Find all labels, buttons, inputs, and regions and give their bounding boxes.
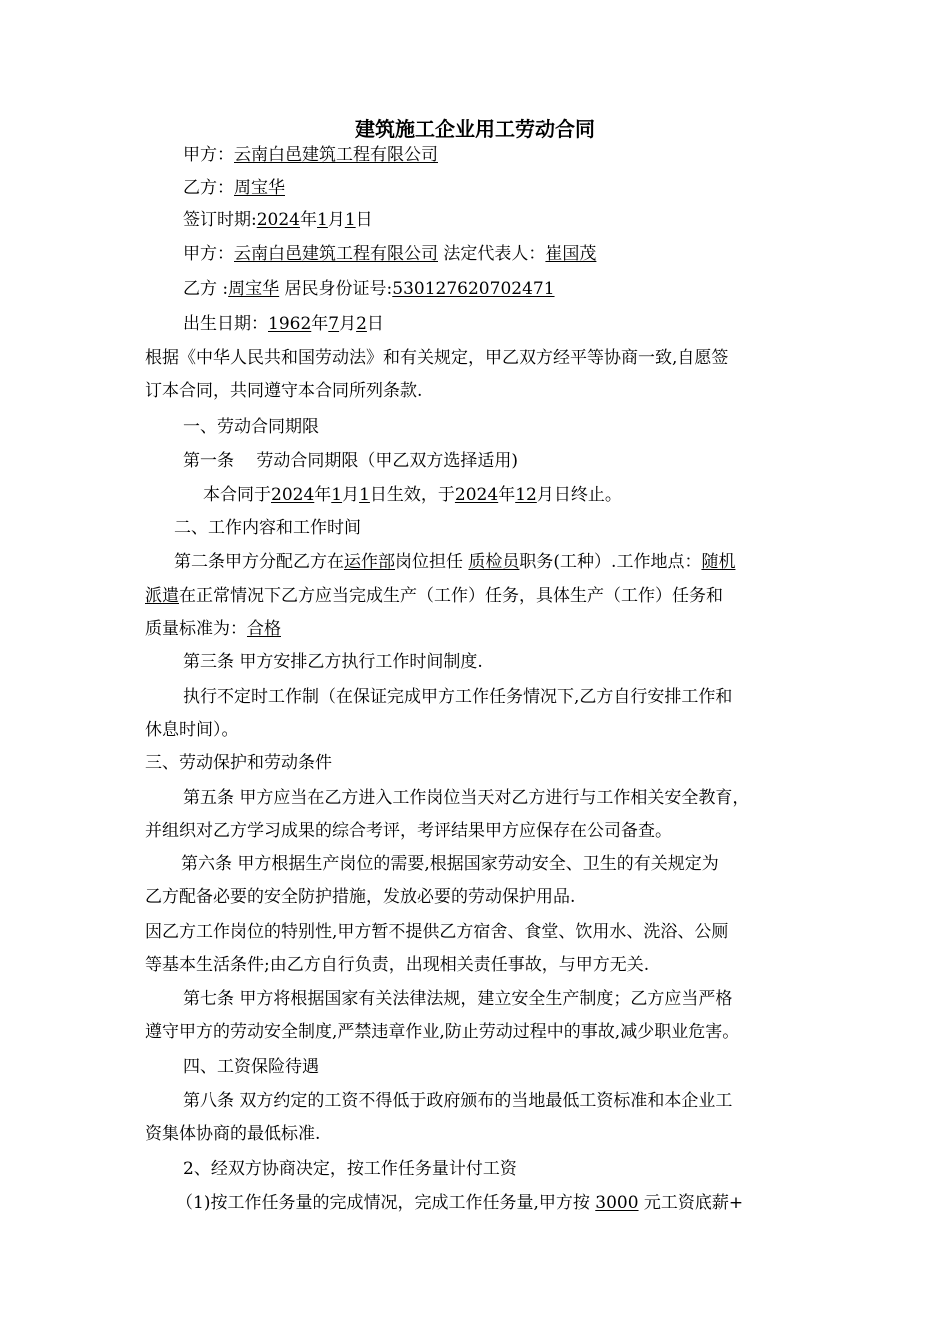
article-2-role: 质检员 <box>468 552 520 572</box>
article-2-line-1 <box>174 551 735 573</box>
id-number: 530127620702471 <box>392 279 555 299</box>
sign-month: 1 <box>317 210 328 230</box>
section-4-heading: 四、工资保险待遇 <box>183 1057 319 1077</box>
party-a-rep-line <box>183 243 596 265</box>
birth-day-char: 日 <box>366 314 384 334</box>
legal-rep-label: 法定代表人： <box>438 244 546 264</box>
party-a-name-2: 云南白邑建筑工程有限公司 <box>234 244 438 264</box>
party-b-name-2: 周宝华 <box>228 279 280 299</box>
article-2-part-1: 第二条甲方分配乙方在 <box>174 552 344 572</box>
party-b-name: 周宝华 <box>234 178 285 198</box>
party-b-line <box>183 177 285 199</box>
birth-month: 7 <box>328 314 340 334</box>
sign-day: 1 <box>344 210 356 230</box>
article-2-department: 运作部 <box>344 552 395 572</box>
article-6-line-2: 乙方配备必要的安全防护措施，发放必要的劳动保护用品. <box>145 887 576 907</box>
article-8-line-2: 资集体协商的最低标准. <box>145 1124 321 1144</box>
article-2-line-2 <box>145 585 723 607</box>
party-a-label: 甲方： <box>183 145 234 165</box>
start-year: 2024 <box>271 485 315 505</box>
flex-time-line-1: 执行不定时工作制（在保证完成甲方工作任务情况下,乙方自行安排工作和 <box>183 687 733 707</box>
article-6-line-1: 第六条 甲方根据生产岗位的需要,根据国家劳动安全、卫生的有关规定为 <box>181 854 719 874</box>
article-7-line-1: 第七条 甲方将根据国家有关法律法规，建立安全生产制度；乙方应当严格 <box>183 989 733 1009</box>
party-b-id-line <box>183 278 555 300</box>
special-conditions-line-2: 等基本生活条件;由乙方自行负责，出现相关责任事故，与甲方无关. <box>145 955 650 975</box>
special-conditions-line-1: 因乙方工作岗位的特别性,甲方暂不提供乙方宿舍、食堂、饮用水、洗浴、公厕 <box>145 922 729 942</box>
id-label: 居民身份证号: <box>279 279 393 299</box>
party-b-label-2: 乙方 : <box>183 279 229 299</box>
sign-date-line <box>183 209 373 231</box>
day-char: 日 <box>355 210 373 230</box>
end-year: 2024 <box>454 485 499 505</box>
article-5-line-1: 第五条 甲方应当在乙方进入工作岗位当天对乙方进行与工作相关安全教育， <box>183 788 750 808</box>
section-2-heading: 二、工作内容和工作时间 <box>174 518 361 538</box>
party-a-line <box>183 144 438 166</box>
article-2-part-3: 职务(工种）.工作地点： <box>519 552 702 572</box>
term-prefix: 本合同于 <box>203 485 271 505</box>
article-1: 第一条 劳动合同期限（甲乙双方选择适用) <box>183 451 519 471</box>
article-3: 第三条 甲方安排乙方执行工作时间制度. <box>183 652 483 672</box>
legal-rep-name: 崔国茂 <box>545 244 597 264</box>
intro-line-2: 订本合同，共同遵守本合同所列条款. <box>145 381 423 401</box>
effective-text: 日生效，于 <box>369 485 455 505</box>
article-2-line-2-rest: 在正常情况下乙方应当完成生产（工作）任务，具体生产（工作）任务和 <box>179 586 723 606</box>
quality-standard: 合格 <box>247 619 281 639</box>
article-2-part-2: 岗位担任 <box>395 552 469 572</box>
birth-date-line <box>183 313 384 335</box>
start-day: 1 <box>359 485 370 505</box>
start-month: 1 <box>331 485 343 505</box>
month-char: 月 <box>327 210 345 230</box>
birth-day: 2 <box>356 314 367 334</box>
quality-label: 质量标准为： <box>145 619 247 639</box>
wage-item-2-1-prefix: （1)按工作任务量的完成情况，完成工作任务量,甲方按 <box>176 1193 596 1213</box>
section-1-heading: 一、劳动合同期限 <box>183 417 319 437</box>
article-7-line-2: 遵守甲方的劳动安全制度,严禁违章作业,防止劳动过程中的事故,减少职业危害。 <box>145 1022 740 1042</box>
sign-year: 2024 <box>256 210 300 230</box>
section-3-heading: 三、劳动保护和劳动条件 <box>145 753 332 773</box>
contract-title: 建筑施工企业用工劳动合同 <box>355 117 595 141</box>
contract-term-line <box>203 484 622 506</box>
wage-item-2: 2、经双方协商决定，按工作任务量计付工资 <box>183 1159 517 1179</box>
start-month-char: 月 <box>342 485 360 505</box>
article-2-line-3 <box>145 618 281 640</box>
sign-date-label: 签订时期: <box>183 210 257 230</box>
article-8-line-1: 第八条 双方约定的工资不得低于政府颁布的当地最低工资标准和本企业工 <box>183 1091 733 1111</box>
article-2-location-1: 随机 <box>701 552 736 572</box>
party-a-name: 云南白邑建筑工程有限公司 <box>234 145 438 165</box>
article-2-location-2: 派遣 <box>145 586 179 606</box>
wage-item-2-1-suffix: 元工资底薪+ <box>638 1193 744 1213</box>
year-char: 年 <box>300 210 317 230</box>
wage-item-2-1 <box>176 1192 743 1214</box>
birth-label: 出生日期： <box>183 314 268 334</box>
end-year-char: 年 <box>498 485 516 505</box>
start-year-char: 年 <box>314 485 332 505</box>
party-a-label-2: 甲方： <box>183 244 234 264</box>
party-b-label: 乙方： <box>183 178 234 198</box>
end-text: 月日终止。 <box>536 485 622 505</box>
birth-month-char: 月 <box>339 314 357 334</box>
birth-year-char: 年 <box>311 314 329 334</box>
article-5-line-2: 并组织对乙方学习成果的综合考评，考评结果甲方应保存在公司备查。 <box>145 821 672 841</box>
end-month: 12 <box>515 485 537 505</box>
flex-time-line-2: 休息时间）。 <box>145 720 239 740</box>
intro-line-1: 根据《中华人民共和国劳动法》和有关规定，甲乙双方经平等协商一致,自愿签 <box>145 348 729 368</box>
birth-year: 1962 <box>268 314 312 334</box>
base-salary: 3000 <box>595 1193 639 1213</box>
